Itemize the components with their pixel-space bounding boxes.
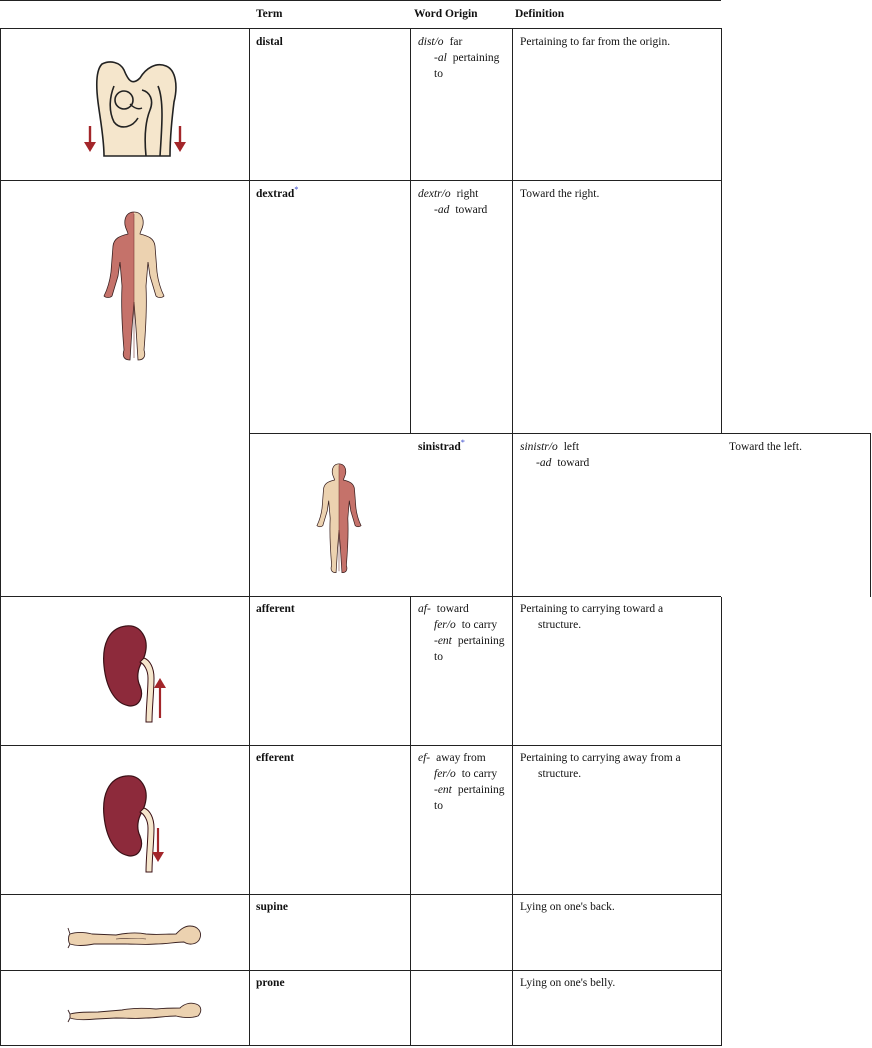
- origin-tail: to: [434, 68, 443, 80]
- definition-text-continued: structure.: [538, 768, 582, 780]
- prone-body-illustration: [66, 998, 206, 1024]
- footnote-star: *: [460, 438, 465, 448]
- definition-efferent: [520, 750, 681, 782]
- column-border: [512, 28, 513, 1046]
- kidney-afferent-illustration: [100, 622, 178, 726]
- origin-part: sinistr/o: [520, 441, 558, 453]
- column-border: [410, 596, 411, 1046]
- origin-tail: to: [434, 800, 443, 812]
- header-definition: Definition: [515, 8, 565, 20]
- origin-efferent: [418, 750, 505, 814]
- supine-body-illustration: [66, 922, 206, 950]
- term-sinistrad: [418, 439, 465, 455]
- definition-text: Lying on one's back.: [520, 901, 615, 913]
- origin-afferent: [418, 601, 505, 665]
- origin-meaning: left: [563, 441, 580, 453]
- definition-supine: [520, 899, 615, 915]
- definition-text: Pertaining to carrying toward a: [520, 603, 664, 615]
- origin-part: fer/o: [434, 619, 456, 631]
- term-supine: [256, 899, 288, 915]
- origin-meaning: pertaining: [457, 635, 505, 647]
- origin-part: af-: [418, 603, 431, 615]
- term-distal: [256, 34, 283, 50]
- definition-text: Pertaining to far from the origin.: [520, 36, 671, 48]
- term-text: distal: [256, 36, 283, 48]
- body-left-side-illustration: [314, 462, 364, 576]
- term-dextrad: [256, 186, 298, 202]
- definition-sinistrad: [729, 439, 802, 455]
- origin-sinistrad: [520, 439, 589, 471]
- definition-text-continued: structure.: [538, 619, 582, 631]
- origin-meaning: away from: [436, 752, 486, 764]
- term-text: efferent: [256, 752, 295, 764]
- origin-meaning: toward: [557, 457, 590, 469]
- footnote-star: *: [294, 185, 299, 195]
- row-border: [0, 1045, 721, 1046]
- definition-text: Toward the left.: [729, 441, 802, 453]
- row-border: [0, 894, 721, 895]
- term-text: prone: [256, 977, 285, 989]
- kidney-efferent-illustration: [100, 772, 178, 876]
- origin-part: -al: [434, 52, 447, 64]
- body-right-side-illustration: [100, 210, 168, 364]
- term-prone: [256, 975, 285, 991]
- term-text: dextrad: [256, 188, 295, 200]
- origin-part: -ent: [434, 784, 452, 796]
- definition-afferent: [520, 601, 663, 633]
- header-word-origin: Word Origin: [414, 8, 478, 20]
- origin-meaning: pertaining: [452, 52, 500, 64]
- origin-part: fer/o: [434, 768, 456, 780]
- header-term: Term: [256, 8, 283, 20]
- definition-dextrad: [520, 186, 599, 202]
- term-afferent: [256, 601, 295, 617]
- row-border: [0, 970, 721, 971]
- column-border: [870, 433, 871, 597]
- origin-part: dextr/o: [418, 188, 451, 200]
- origin-meaning: to carry: [461, 768, 498, 780]
- definition-text: Toward the right.: [520, 188, 600, 200]
- column-border: [721, 597, 722, 1046]
- origin-dextrad: [418, 186, 487, 218]
- term-text: sinistrad: [418, 441, 461, 453]
- origin-meaning: to carry: [461, 619, 498, 631]
- definition-text: Pertaining to carrying away from a: [520, 752, 681, 764]
- origin-meaning: far: [449, 36, 463, 48]
- origin-part: -ent: [434, 635, 452, 647]
- row-border: [0, 596, 721, 597]
- definition-prone: [520, 975, 615, 991]
- origin-part: ef-: [418, 752, 431, 764]
- column-border: [410, 28, 411, 433]
- term-efferent: [256, 750, 294, 766]
- definition-text: Lying on one's belly.: [520, 977, 616, 989]
- origin-part: dist/o: [418, 36, 444, 48]
- origin-meaning: toward: [436, 603, 469, 615]
- table-top-border: [0, 0, 721, 1]
- column-border: [249, 28, 250, 1046]
- row-border: [0, 180, 721, 181]
- origin-part: -ad: [536, 457, 552, 469]
- row-border: [0, 28, 721, 29]
- term-text: afferent: [256, 603, 295, 615]
- origin-meaning: pertaining: [457, 784, 505, 796]
- hip-joint-illustration: [80, 56, 192, 160]
- definition-distal: [520, 34, 670, 50]
- origin-distal: [418, 34, 499, 82]
- origin-part: -ad: [434, 204, 450, 216]
- origin-tail: to: [434, 651, 443, 663]
- column-border: [721, 28, 722, 433]
- term-text: supine: [256, 901, 288, 913]
- origin-meaning: toward: [455, 204, 488, 216]
- origin-meaning: right: [456, 188, 479, 200]
- row-border: [249, 433, 871, 434]
- row-border: [0, 745, 721, 746]
- column-border: [0, 28, 1, 1046]
